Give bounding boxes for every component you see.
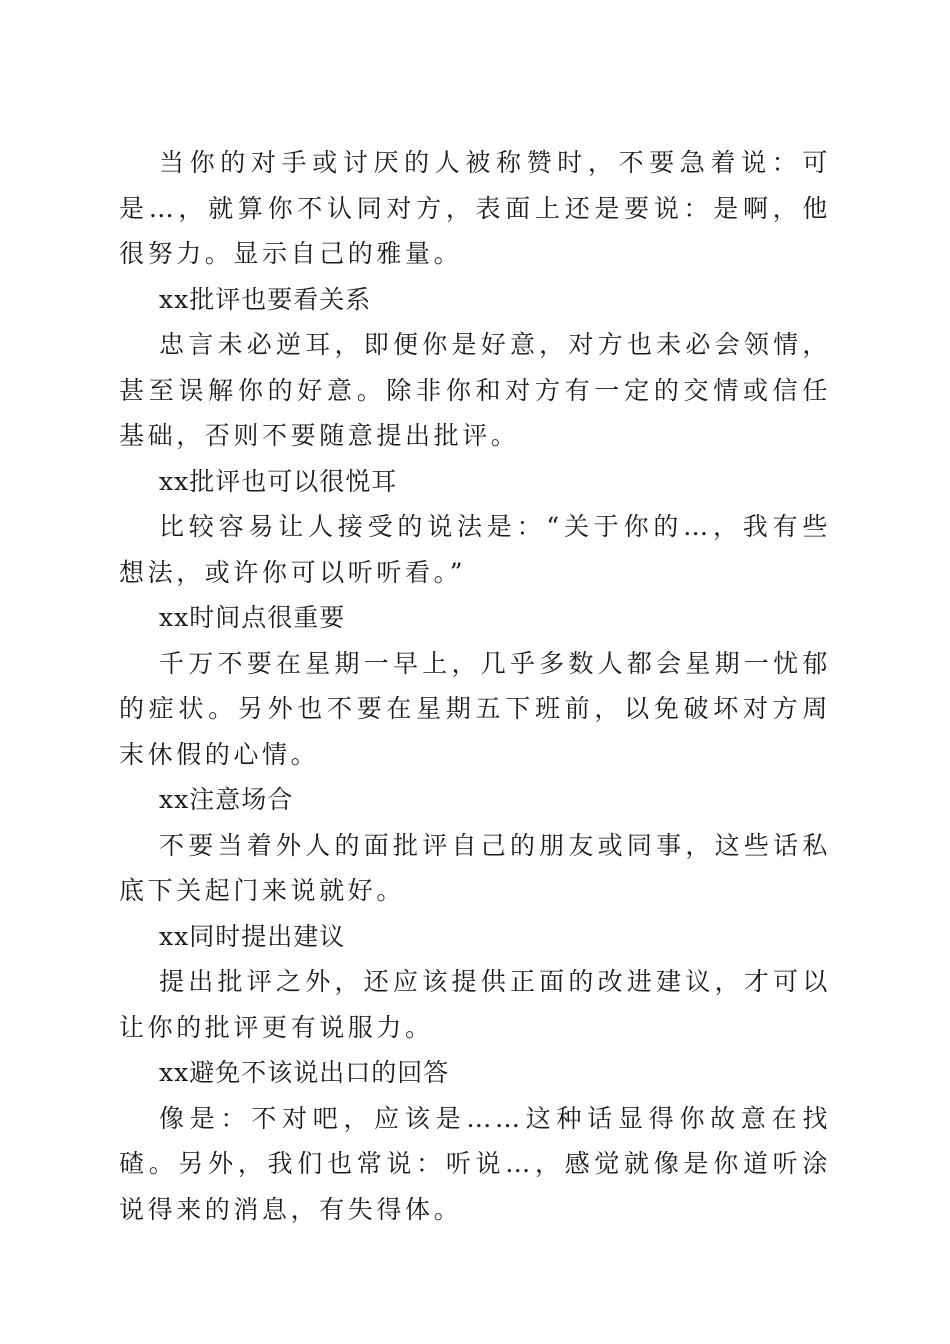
- paragraph-pleasant-criticism: 比较容易让人接受的说法是：“关于你的…，我有些想法，或许你可以听听看。”: [119, 512, 831, 587]
- heading-suggestions: xx同时提出建议: [159, 921, 346, 951]
- paragraph-occasion: 不要当着外人的面批评自己的朋友或同事，这些话私底下关起门来说就好。: [119, 830, 831, 905]
- paragraph-avoid-answers: 像是：不对吧，应该是……这种话显得你故意在找碴。另外，我们也常说：听说…，感觉就像是你道听涂说得来的消息，有失得体。: [119, 1103, 831, 1224]
- heading-occasion: xx注意场合: [159, 785, 294, 814]
- heading-timing: xx时间点很重要: [159, 603, 346, 632]
- heading-relationship: xx批评也要看关系: [159, 284, 372, 314]
- paragraph-relationship: 忠言未必逆耳，即便你是好意，对方也未必会领情，甚至误解你的好意。除非你和对方有一定的交情或信任基础，否则不要随意提出批评。: [119, 330, 831, 450]
- document-body: [119, 140, 831, 1232]
- heading-avoid-answers: xx避免不该说出口的回答: [159, 1058, 450, 1087]
- paragraph-timing: 千万不要在星期一早上，几乎多数人都会星期一忧郁的症状。另外也不要在星期五下班前，以免破坏对方周末休假的心情。: [119, 648, 831, 769]
- paragraph-suggestions: 提出批评之外，还应该提供正面的改进建议，才可以让你的批评更有说服力。: [119, 967, 831, 1042]
- heading-pleasant-criticism: xx批评也可以很悦耳: [159, 466, 398, 496]
- paragraph-praise-rival: 当你的对手或讨厌的人被称赞时，不要急着说：可是…，就算你不认同对方，表面上还是要说：是啊，他很努力。显示自己的雅量。: [119, 148, 831, 268]
